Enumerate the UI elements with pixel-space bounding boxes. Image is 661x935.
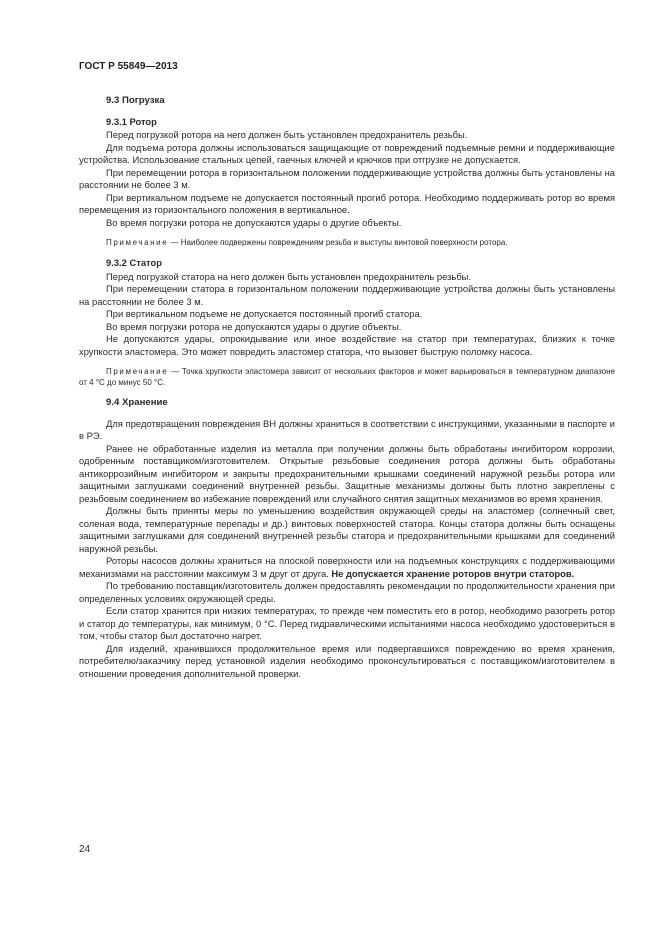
paragraph: Во время погрузки ротора не допускаются удары о другие объекты. bbox=[106, 216, 402, 228]
paragraph: Для изделий, хранившихся продолжительное время или подвергавшихся повреждению во время хранения, потребителю/заказчику перед установкой изделия необходимо проконсультироваться с поставщиком/изготовителем в отношении проведения дополнительной проверки. bbox=[79, 642, 615, 679]
paragraph: Ранее не обработанные изделия из металла при получении должны быть обработаны ингибитором коррозии, одобренным поставщиком/изготовителем. Открытые резьбовые соединения ротора должны быть обработаны антикоррозийным ингибитором и закрыты предохранительными крышками соединений наружной резьбы ротора или защитными заглушками соединений внутренней резьбы. Защитные механизмы должны быть плотно закреплены с резьбовым соединением во избежание повреждений или случайного снятия защитных механизмов во время хранения. bbox=[79, 442, 615, 504]
page-number: 24 bbox=[79, 844, 91, 855]
paragraph: Для предотвращения повреждения ВН должны храниться в соответствии с инструкциями, указанными в паспорте и в РЭ. bbox=[79, 417, 615, 441]
paragraph bbox=[79, 555, 615, 580]
paragraph: Перед погрузкой ротора на него должен быть установлен предохранитель резьбы. bbox=[106, 129, 468, 140]
paragraph: Если статор хранится при низких температурах, то прежде чем поместить его в ротор, необходимо разогреть ротор и статор до температуры, как минимум, 0 °С. Перед гидравлическими испытаниями насоса необходимо удостовериться в том, чтобы статор был достаточно нагрет. bbox=[79, 605, 615, 641]
note-label: Примечание bbox=[106, 367, 169, 376]
paragraph: Должны быть приняты меры по уменьшению воздействия окружающей среды на эластомер (солнечный свет, соленая вода, температурные перепады и др.) винтовых поверхностей статора. Концы статора должны быть оснащены защитными заглушками для соединений внутренней резьбы статора и предохранительными крышками для соединений наружной резьбы. bbox=[79, 505, 615, 554]
section-9-3-2-heading: 9.3.2 Статор bbox=[106, 257, 162, 268]
paragraph: Перед погрузкой статора на него должен быть установлен предохранитель резьбы. bbox=[106, 270, 472, 282]
section-9-4-heading: 9.4 Хранение bbox=[106, 397, 168, 408]
paragraph-emphasis: Не допускается хранение роторов внутри статоров. bbox=[331, 567, 575, 579]
page-content bbox=[79, 95, 615, 680]
paragraph: Для подъема ротора должны использоваться защищающие от повреждений подъемные ремни и поддерживающие устройства. Использование стальных цепей, гаечных ключей и крючков при отгрузке не допускается. bbox=[79, 141, 615, 165]
paragraph: При вертикальном подъеме не допускается постоянный прогиб ротора. Необходимо поддерживать ротор во время перемещения из горизонтального положения в вертикальное. bbox=[79, 191, 615, 215]
paragraph: По требованию поставщик/изготовитель должен предоставлять рекомендации по продолжительности хранения при определенных условиях окружающей среды. bbox=[79, 580, 615, 604]
section-9-3-1-heading: 9.3.1 Ротор bbox=[106, 115, 157, 127]
document-code: ГОСТ Р 55849—2013 bbox=[79, 61, 178, 72]
paragraph: Во время погрузки ротора не допускаются удары о другие объекты. bbox=[106, 320, 402, 332]
paragraph: При перемещении ротора в горизонтальном положении поддерживающие устройства должны быть установлены на расстоянии не более 3 м. bbox=[79, 166, 615, 190]
section-9-3-heading: 9.3 Погрузка bbox=[106, 95, 165, 106]
note bbox=[79, 237, 615, 248]
note-label: Примечание bbox=[106, 238, 169, 247]
note-text: — Наиболее подвержены повреждениям резьба и выступы винтовой поверхности ротора. bbox=[168, 238, 508, 247]
paragraph: При вертикальном подъеме не допускается постоянный прогиб статора. bbox=[106, 308, 423, 319]
paragraph: При перемещении статора в горизонтальном положении поддерживающие устройства должны быть установлены на расстоянии не более 3 м. bbox=[79, 283, 615, 307]
note bbox=[79, 366, 615, 388]
paragraph-text: Роторы насосов должны храниться на плоской поверхности или на подъемных конструкциях с поддерживающими механизмами на расстоянии максимум 3 м друг от друга. bbox=[79, 555, 615, 579]
paragraph: Не допускаются удары, опрокидывание или иное воздействие на статор при температурах, близких к точке хрупкости эластомера. Это может повредить эластомер статора, что вызовет быструю поломку насоса. bbox=[79, 333, 615, 357]
note-text: — Точка хрупкости эластомера зависит от нескольких факторов и может варьироваться в температурном диапазоне от 4 °С до минус 50 °С. bbox=[79, 367, 615, 387]
